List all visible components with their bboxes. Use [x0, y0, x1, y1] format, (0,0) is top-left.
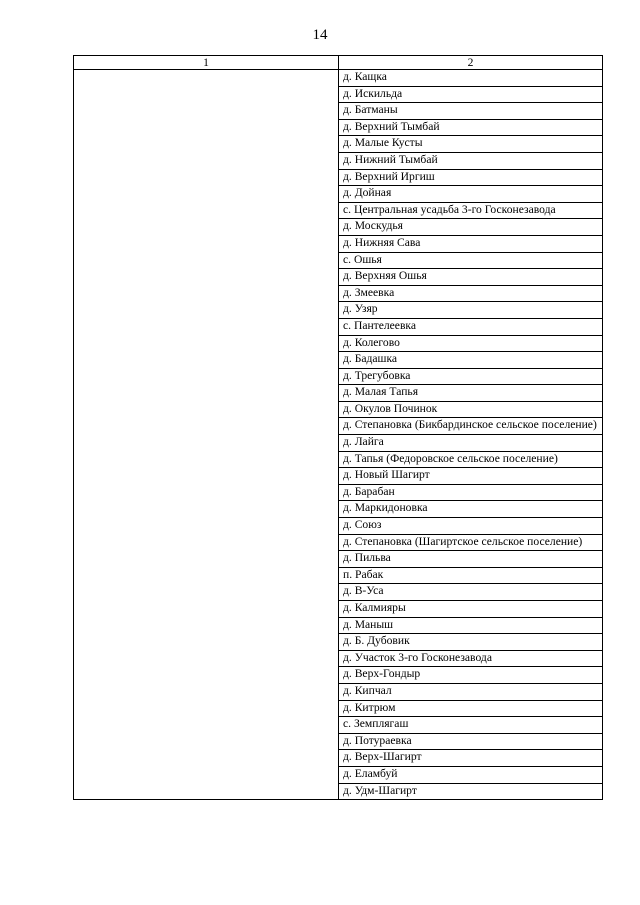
settlement-name-cell: д. Верхняя Ошья — [339, 269, 603, 286]
table-header-row — [74, 56, 603, 70]
settlement-name-cell: д. Союз — [339, 518, 603, 535]
table-body — [74, 70, 603, 800]
settlement-name-cell: д. Пильва — [339, 551, 603, 568]
settlement-name-cell: д. Колегово — [339, 335, 603, 352]
settlement-name-cell: д. Дойная — [339, 186, 603, 203]
settlement-name-cell: д. Степановка (Бикбардинское сельское поселение) — [339, 418, 603, 435]
settlement-name-cell: д. Трегубовка — [339, 368, 603, 385]
settlement-name-cell: д. Кипчал — [339, 683, 603, 700]
settlement-name-cell: п. Рабак — [339, 567, 603, 584]
settlement-name-cell: д. Еламбуй — [339, 766, 603, 783]
settlement-name-cell: д. Малые Кусты — [339, 136, 603, 153]
settlement-name-cell: д. Искильда — [339, 86, 603, 103]
settlement-name-cell: д. Нижний Тымбай — [339, 152, 603, 169]
table-row — [74, 70, 603, 87]
settlement-name-cell: д. Узяр — [339, 302, 603, 319]
settlement-name-cell: д. Тапья (Федоровское сельское поселение) — [339, 451, 603, 468]
settlement-name-cell: с. Пантелеевка — [339, 318, 603, 335]
settlement-name-cell: д. Барабан — [339, 484, 603, 501]
settlement-name-cell: д. Маныш — [339, 617, 603, 634]
settlement-name-cell: д. Потураевка — [339, 733, 603, 750]
settlement-name-cell: с. Ошья — [339, 252, 603, 269]
empty-column-cell — [74, 70, 339, 800]
settlement-name-cell: с. Центральная усадьба 3-го Госконезавода — [339, 202, 603, 219]
settlement-name-cell: д. Степановка (Шагиртское сельское поселение) — [339, 534, 603, 551]
column-header-2: 2 — [339, 56, 603, 70]
settlements-table — [73, 55, 603, 800]
settlement-name-cell: д. Новый Шагирт — [339, 468, 603, 485]
settlement-name-cell: д. Бадашка — [339, 352, 603, 369]
settlement-name-cell: д. Нижняя Сава — [339, 235, 603, 252]
settlement-name-cell: д. Окулов Починок — [339, 401, 603, 418]
settlement-name-cell: д. Участок 3-го Госконезавода — [339, 650, 603, 667]
settlement-name-cell: д. В-Уса — [339, 584, 603, 601]
settlement-name-cell: д. Лайга — [339, 435, 603, 452]
settlement-name-cell: д. Удм-Шагирт — [339, 783, 603, 800]
column-header-1: 1 — [74, 56, 339, 70]
settlement-name-cell: д. Верх-Гондыр — [339, 667, 603, 684]
settlement-name-cell: д. Калмияры — [339, 601, 603, 618]
settlement-name-cell: д. Б. Дубовик — [339, 634, 603, 651]
settlement-name-cell: д. Кащка — [339, 70, 603, 87]
page-number: 14 — [312, 27, 328, 43]
settlement-name-cell: д. Малая Тапья — [339, 385, 603, 402]
settlement-name-cell: д. Змеевка — [339, 285, 603, 302]
settlement-name-cell: д. Верх-Шагирт — [339, 750, 603, 767]
settlement-name-cell: д. Москудья — [339, 219, 603, 236]
settlement-name-cell: д. Китрюм — [339, 700, 603, 717]
settlement-name-cell: д. Верхний Тымбай — [339, 119, 603, 136]
settlement-name-cell: д. Батманы — [339, 103, 603, 120]
settlement-name-cell: д. Верхний Иргиш — [339, 169, 603, 186]
settlement-name-cell: д. Маркидоновка — [339, 501, 603, 518]
settlement-name-cell: с. Земплягаш — [339, 717, 603, 734]
